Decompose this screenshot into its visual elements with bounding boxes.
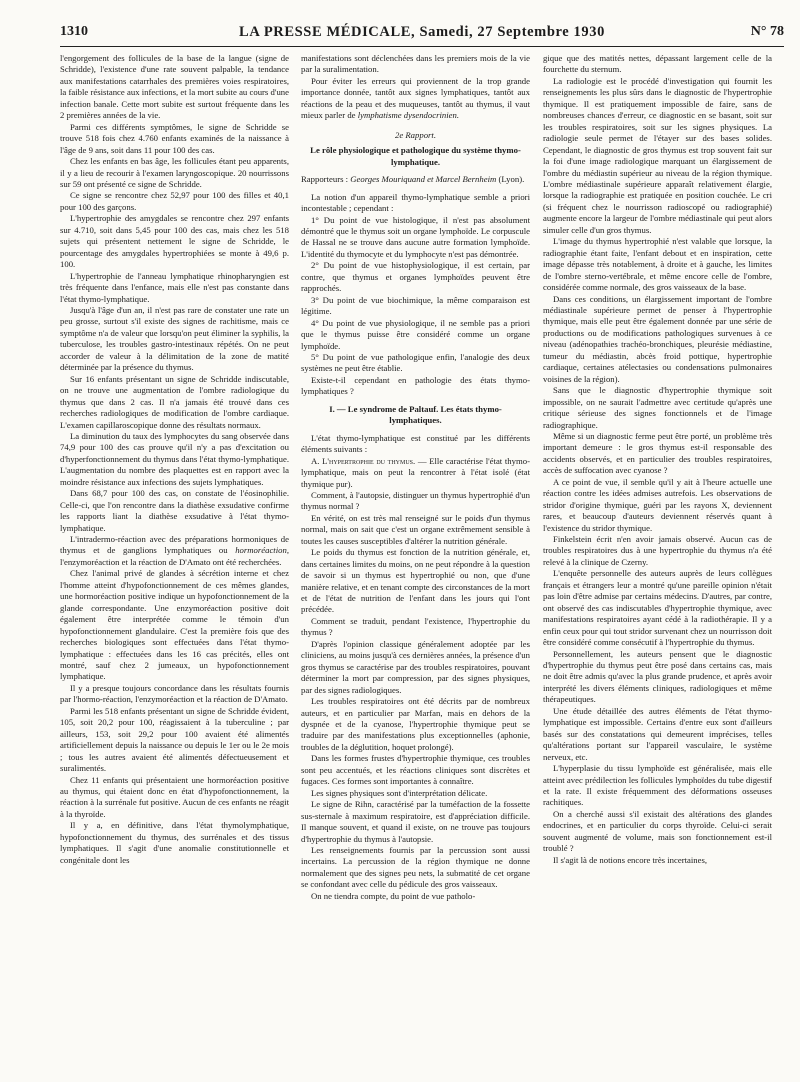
paragraph: Existe-t-il cependant en pathologie des états thymo-lymphatiques ?	[301, 374, 530, 397]
paragraph: Comment se traduit, pendant l'existence, l'hypertrophie du thymus ?	[301, 615, 530, 638]
paragraph: La diminution du taux des lymphocytes du sang observée dans 74,9 pour 100 des cas prouve qu'il n'y a pas d'excitation ou d'hyperfonctionnement du thymus dans l'état thymo-lymphatique. L'augmentation du nombre des plaquettes est en rapport avec la moindre résistance aux infections des sujets lymphatiques.	[60, 430, 289, 487]
report-number: 2e Rapport.	[394, 129, 437, 140]
italic-term: lymphatisme dysendocrinien.	[357, 110, 460, 121]
masthead-title: LA PRESSE MÉDICALE, Samedi, 27 Septembre 1930	[239, 24, 605, 40]
paragraph: Sans que le diagnostic d'hypertrophie thymique soit impossible, on ne saurait l'admettre avec certitude qu'après une critique sérieuse des signes fonctionnels et de l'image radiographique.	[543, 385, 772, 430]
paragraph: Parmi ces différents symptômes, le signe de Schridde se trouve 518 fois chez 4.760 enfants examinés de la naissance à l'âge de 9 ans, soit dans 11 pour 100 des cas.	[60, 121, 289, 155]
paragraph: L'hypertrophie des amygdales se rencontre chez 297 enfants sur 4.710, soit dans 5,45 pour 100 des cas, mais chez les 518 sujets qui présentent nettement le signe de Schridde, le pourcentage des amygdales hypertrophiées se monte à 49,6 p. 100.	[60, 213, 289, 270]
rapporteurs-names: Georges Mouriquand et Marcel Bernheim	[350, 174, 497, 185]
paragraph: L'état thymo-lymphatique est constitué par les différents éléments suivants :	[301, 432, 530, 455]
paragraph: Les signes physiques sont d'interprétation délicate.	[311, 787, 488, 798]
paragraph	[60, 534, 289, 568]
text-run: L'intradermo-réaction avec des préparations hormoniques de thymus et de ganglions lymphatiques ou	[60, 534, 289, 556]
paragraph: En vérité, on est très mal renseigné sur le poids d'un thymus normal, mais on sait que c'est un organe extrêmement sensible à toutes les causes susceptibles d'altérer la nutrition générale.	[301, 512, 530, 546]
paragraph: Ce signe se rencontre chez 52,97 pour 100 des filles et 40,1 pour 100 des garçons.	[60, 190, 289, 212]
report-title: Le rôle physiologique et pathologique du système thymo-lymphatique.	[310, 145, 521, 167]
column-left	[60, 53, 289, 1075]
paragraph: 2° Du point de vue histophysiologique, il est certain, par contre, que thymus et organes lymphoïdes peuvent être rapprochés.	[301, 260, 530, 294]
text-run: Pour éviter les erreurs qui proviennent de la trop grande importance donnée, tantôt aux signes lymphatiques, tantôt aux réactions de la peau et des muqueuses, tantôt au thymus, il vaut mieux parler de	[301, 75, 530, 121]
paragraph: manifestations sont déclenchées dans les premiers mois de la vie par la suralimentation.	[301, 53, 530, 75]
text-run: . — Elle caractérise l'état thymo-lymphatique, mais on peut la rencontrer à l'état isolé (état thymique pur).	[301, 455, 530, 489]
paragraph: Sur 16 enfants présentant un signe de Schridde indiscutable, on ne trouve une augmentation de l'ombre radiologique du thymus que dans 2 cas. Il n'a jamais été trouvé dans ces recherches radiologiques de modification de l'ombre cardiaque. L'examen capillaroscopique donne des résultats normaux.	[60, 373, 289, 430]
paragraph: Dans 68,7 pour 100 des cas, on constate de l'éosinophilie. Celle-ci, que l'on rencontre dans la diathèse exsudative confirme les rapports liant la diathèse exsudative à l'état thymo-lymphatique.	[60, 488, 289, 533]
paragraph: Il s'agit là de notions encore très incertaines,	[553, 854, 708, 865]
paragraph: Chez les enfants en bas âge, les follicules étant peu apparents, il y a lieu de recourir à l'examen laryngoscopique. 20 nourrissons sur 59 ont présenté ce signe de Schridde.	[60, 156, 289, 189]
paragraph: La notion d'un appareil thymo-lymphatique semble a priori incontestable ; cependant :	[301, 191, 530, 214]
page-number: 1310	[60, 24, 88, 39]
rapporteurs-city: (Lyon).	[496, 174, 525, 185]
paragraph: On ne tiendra compte, du point de vue patholo-	[311, 890, 476, 901]
paragraph: L'image du thymus hypertrophié n'est valable que lorsque, la radiographie étant faite, l'enfant debout et en inspiration, cette image dépasse très notablement, à droite et à gauche, les limites de l'ombre sterno-vertébrale, et même encore celle de l'ombre, considérée comme normale, des gros vaisseaux de la base.	[543, 236, 772, 293]
paragraph: Finkelstein écrit n'en avoir jamais observé. Aucun cas de troubles respiratoires dus à une hypertrophie du thymus n'a été relevé à la clinique de Czerny.	[543, 534, 772, 567]
issue-number: N° 78	[750, 24, 784, 39]
paragraph	[301, 456, 530, 490]
small-caps-heading: L'hypertrophie du thymus	[322, 455, 413, 466]
paragraph: Comment, à l'autopsie, distinguer un thymus hypertrophié d'un thymus normal ?	[301, 489, 530, 512]
paragraph: Le poids du thymus est fonction de la nutrition générale, et, dans certaines limites du moins, on ne peut répondre à la question de savoir si un thymus est hypertrophié ou non, que d'une manière relative, et en tenant compte des circonstances de la mort et de l'état de nutrition de l'enfant dans les jours qui l'ont précédée.	[301, 547, 530, 615]
paragraph: 5° Du point de vue pathologique enfin, l'analogie des deux systèmes ne peut être établie.	[301, 351, 530, 374]
paragraph: On a cherché aussi s'il existait des altérations des glandes endocrines, et en particulier du corps thyroïde. Celui-ci serait souvent augmenté de volume, mais son fonctionnement est-il troublé ?	[543, 808, 772, 854]
paragraph: L'hypertrophie de l'anneau lymphatique rhinopharyngien est très fréquente dans l'enfance, mais elle n'est pas constante dans l'état thymo-lymphatique.	[60, 270, 289, 304]
paragraph: 3° Du point de vue biochimique, la même comparaison est légitime.	[301, 294, 530, 317]
rapporteurs-label: Rapporteurs :	[301, 174, 351, 185]
column-right	[543, 53, 772, 1075]
paragraph: Dans ces conditions, un élargissement important de l'ombre médiastinale supérieure permet de penser à l'hypertrophie thymique, mais elle peut être également donnée par une série de productions ou de modifications pathologiques survenues à ce niveau (adénopathies trachéo-bronchiques, pleurésie médiastine, tumeur du médiastin, abcès froid pottique, hypertrophie cardiaque, certaines atélectasies ou condensations pulmonaires voisines de la région).	[543, 293, 772, 384]
header-rule	[60, 46, 784, 47]
paragraph: A ce point de vue, il semble qu'il y ait à l'heure actuelle une réaction contre les idées admises autrefois. Les observations de stridor d'origine thymique, guéri par les rayons X, deviennent rares, et beaucoup d'auteurs deviennent réservés quant à l'existence du stridor thymique.	[543, 476, 772, 533]
paragraph: Les renseignements fournis par la percussion sont aussi incertains. La percussion de la région thymique ne donne normalement que des signes peu nets, la submatité de cet organe se confondant avec celle du pédicule des gros vaisseaux.	[301, 845, 530, 890]
paragraph: Il y a, en définitive, dans l'état thymolymphatique, hypofonctionnement du thymus, des surrénales et des tissus lymphatiques. Il s'agit d'une anomalie constitutionnelle et congénitale dont les	[60, 820, 289, 865]
paragraph: D'après l'opinion classique généralement adoptée par les cliniciens, au moins jusqu'à ces dernières années, la présence d'un gros thymus se caractérise par des troubles respiratoires, pouvant déterminer la mort par compression, par des signes physiques, par des signes radiologiques.	[301, 638, 530, 695]
paragraph: 1° Du point de vue histologique, il n'est pas absolument démontré que le thymus soit un organe lymphoïde. Le corpuscule de Hassal ne se trouve dans aucune autre formation lymphoïde. L'identité du thymocyte et du lymphocyte n'est pas démontrée.	[301, 214, 530, 259]
text-run: A.	[311, 455, 323, 466]
paragraph: Chez l'animal privé de glandes à sécrétion interne et chez l'homme atteint d'hypofonctionnement de ces mêmes glandes, une hormoréaction positive indique un hypofonctionnement de la glande correspondante. Une enzymoréaction positive doit également être interprétée comme le témoin d'un hypofonctionnement glandulaire. C'est la première fois que des recherches biologiques sont effectuées dans l'état thymo-lymphatique : effectuées dans les 16 cas précités, elles ont montré, sauf chez 2 jumeaux, un hypofonctionnement lymphatique.	[60, 568, 289, 682]
column-middle	[301, 53, 530, 1075]
paragraph: Il y a presque toujours concordance dans les résultats fournis par l'hormo-réaction, l'enzymoréaction et la réaction de D'Amato.	[60, 682, 289, 705]
paragraph: Les troubles respiratoires ont été décrits par de nombreux auteurs, et en particulier par Marfan, mais en dehors de la dyspnée et de la cyanose, l'hypertrophie thymique peut se traduire par des manifestations plus exceptionnelles (aphonie, troubles de la déglutition, hoquet prolongé).	[301, 696, 530, 752]
paragraph: gique que des matités nettes, dépassant largement celle de la fourchette du sternum.	[543, 53, 772, 75]
section-heading: I. — Le syndrome de Paltauf. Les états thymo-lymphatiques.	[329, 403, 502, 426]
paragraph: L'enquête personnelle des auteurs auprès de leurs collègues français et étrangers leur a montré qu'une pareille opinion n'était pas loin d'être admise par certains médecins. D'autres, par contre, ont observé des cas indiscutables d'hypertrophie thymique, avec manifestations respiratoires ayant cédé à la radiothérapie. Il y a enfin ceux pour qui tout stridor survenant chez un nourrisson doit être considéré comme consécutif à l'hypertrophie du thymus.	[543, 568, 772, 648]
paragraph: Le signe de Rihn, caractérisé par la tuméfaction de la fossette sus-sternale à maximum respiratoire, est d'appréciation difficile. Il manque souvent, et quand il existe, on ne trouve pas toujours d'hypertrophie du thymus à l'autopsie.	[301, 799, 530, 844]
italic-term: hormoréaction	[235, 545, 287, 556]
page-header	[60, 24, 784, 44]
paragraph: 4° Du point de vue physiologique, il ne semble pas a priori que le thymus puisse être considéré comme un organe lymphoïde.	[301, 317, 530, 351]
paragraph: Personnellement, les auteurs pensent que le diagnostic d'hypertrophie du thymus peut être posé dans certains cas, mais ne doit être admis qu'avec la plus grande prudence, et après avoir interprété les divers éléments cliniques, radiologiques et même thérapeutiques.	[543, 648, 772, 705]
paragraph: Dans les formes frustes d'hypertrophie thymique, ces troubles sont peu accentués, et les réactions cliniques sont discrètes et fugaces. Ces formes sont importantes à connaître.	[301, 753, 530, 787]
paragraph: Une étude détaillée des autres éléments de l'état thymo-lymphatique est impossible. Certains d'entre eux sont d'ailleurs basés sur des constatations qui demeurent imprécises, telles qu'altérations portant sur l'appareil vasculaire, le système nerveux, etc.	[543, 705, 772, 762]
paragraph: La radiologie est le procédé d'investigation qui fournit les renseignements les plus sûrs dans le diagnostic de l'hypertrophie thymique. Il est pratiquement impossible de faire, sans de nombreuses chances d'erreur, ce diagnostic en se basant, soit sur les troubles respiratoires, soit sur les signes physiques. La radiologie seule permet de l'étayer sur des bases solides. Cependant, le diagnostic de gros thymus est trop souvent fait sur la foi d'une image radiologique marquant un élargissement de l'ombre du médiastin supérieur au niveau de la région thymique. L'ombre médiastinale supérieure apparaît relativement élargie, lorsque la radiographie est pratiquée en position couchée. Le cri (si fréquent chez le nourrisson radioscopé ou radiographié) augmente encore la largeur de l'ombre médiastinale qui peut alors simuler celle d'un gros thymus.	[543, 75, 772, 235]
rapporteurs-line	[301, 174, 530, 185]
paragraph: Chez 11 enfants qui présentaient une hormoréaction positive au thymus, qui étaient donc en état d'hypofonctionnement, la réaction à la surrénale fut positive. Aucun de ces enfants ne réagit à la thyroïde.	[60, 774, 289, 819]
paragraph: L'hyperplasie du tissu lymphoïde est généralisée, mais elle atteint avec prédilection les follicules lymphoïdes du tube digestif et la rate. Il existe fréquemment des déformations osseuses rachitiques.	[543, 763, 772, 808]
paragraph	[301, 76, 530, 122]
paragraph: Jusqu'à l'âge d'un an, il n'est pas rare de constater une rate un peu grosse, surtout s'il existe des signes de rachitisme, mais ce symptôme n'a de valeur que lorsqu'on peut éliminer la syphilis, la tuberculose, les troubles gastro-intestinaux répétés. On ne peut accorder de valeur à la délimitation de la zone de matité déterminée par la présence du thymus.	[60, 304, 289, 373]
paragraph: l'engorgement des follicules de la base de la langue (signe de Schridde), l'existence d'une rate souvent palpable, la tendance aux manifestations catarrhales des premières voies respiratoires, la faible résistance aux infections, et la mort subite au cours d'une infection banale. Cette mort subite est surtout fréquente dans les 2 premières années de la vie.	[60, 53, 289, 121]
paragraph: Même si un diagnostic ferme peut être porté, un problème très important demeure : le gros thymus est-il responsable des accidents observés, et en particulier des troubles respiratoires, accès de suffocation avec cyanose ?	[543, 430, 772, 476]
text-run: , l'enzymoréaction et la réaction de D'Amato ont été recherchées.	[60, 545, 289, 567]
paragraph: Parmi les 518 enfants présentant un signe de Schridde évident, 105, soit 20,2 pour 100, réagissaient à la tuberculine ; par ailleurs, 153, soit 29,2 pour 100 avaient été alimentés artificiellement depuis la naissance ou depuis le 1er ou le 2e mois ; tous les autres avaient été alimentés défectueusement et suralimentés.	[60, 705, 289, 774]
